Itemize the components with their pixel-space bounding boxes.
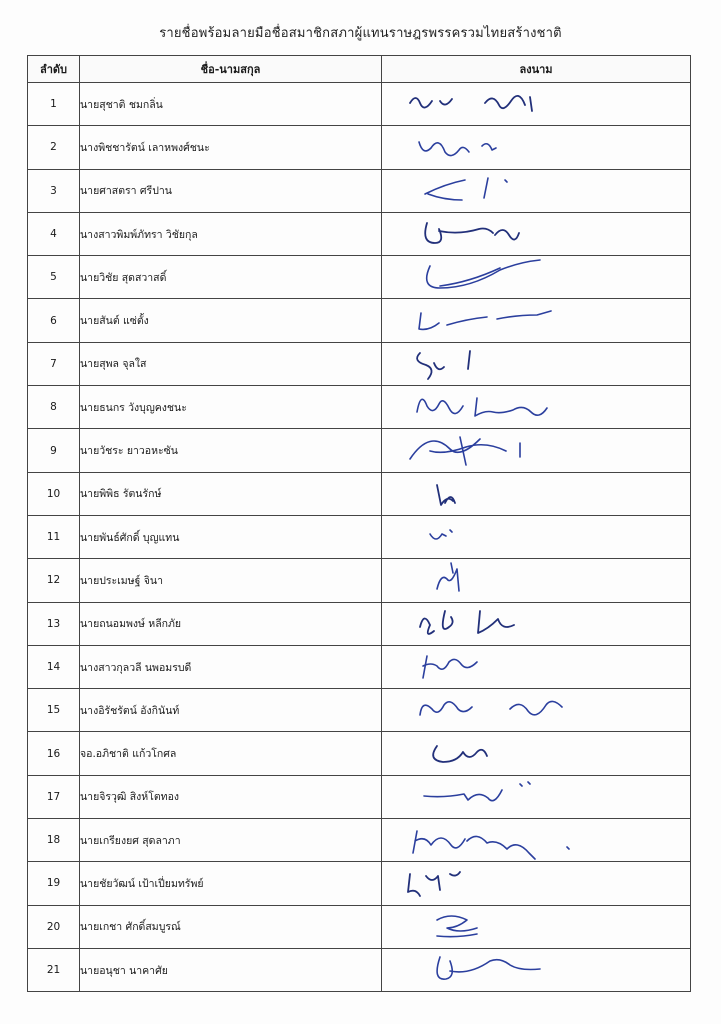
table-row — [28, 732, 691, 775]
row-number: 16 — [28, 732, 80, 775]
signature-cell — [382, 169, 691, 212]
header-no: ลำดับ — [28, 56, 80, 83]
member-name: นายสุพล จุลใส — [80, 342, 382, 385]
handwritten-signature — [382, 213, 691, 255]
table-row — [28, 559, 691, 602]
signature-cell — [382, 515, 691, 558]
row-number: 17 — [28, 775, 80, 818]
table-row — [28, 429, 691, 472]
signature-cell — [382, 645, 691, 688]
member-name: นางอิรัชรัตน์ อังกินันท์ — [80, 689, 382, 732]
signature-cell — [382, 905, 691, 948]
row-number: 8 — [28, 386, 80, 429]
member-name: นางพิชชารัตน์ เลาหพงศ์ชนะ — [80, 126, 382, 169]
member-name: นายประเมษฐ์ จินา — [80, 559, 382, 602]
table-row — [28, 645, 691, 688]
member-name: นางสาวพิมพ์ภัทรา วิชัยกุล — [80, 212, 382, 255]
handwritten-signature — [382, 299, 691, 341]
table-body — [28, 83, 691, 992]
table-row — [28, 472, 691, 515]
handwritten-signature — [382, 343, 691, 385]
signature-cell — [382, 83, 691, 126]
member-name: นายถนอมพงษ์ หลีกภัย — [80, 602, 382, 645]
signature-cell — [382, 212, 691, 255]
signature-cell — [382, 602, 691, 645]
row-number: 2 — [28, 126, 80, 169]
table-row — [28, 689, 691, 732]
member-name: นายธนกร วังบุญคงชนะ — [80, 386, 382, 429]
member-name: นายศาสตรา ศรีปาน — [80, 169, 382, 212]
handwritten-signature — [382, 603, 691, 645]
row-number: 5 — [28, 256, 80, 299]
table-row — [28, 819, 691, 862]
row-number: 11 — [28, 515, 80, 558]
member-name: นายวิชัย สุดสวาสดิ์ — [80, 256, 382, 299]
header-row — [28, 56, 691, 83]
handwritten-signature — [382, 862, 691, 904]
handwritten-signature — [382, 256, 691, 298]
row-number: 4 — [28, 212, 80, 255]
table-row — [28, 212, 691, 255]
handwritten-signature — [382, 386, 691, 428]
signature-cell — [382, 819, 691, 862]
handwritten-signature — [382, 429, 691, 471]
handwritten-signature — [382, 516, 691, 558]
handwritten-signature — [382, 689, 691, 731]
table-row — [28, 862, 691, 905]
handwritten-signature — [382, 170, 691, 212]
table-row — [28, 169, 691, 212]
handwritten-signature — [382, 83, 691, 125]
member-name: นายอนุชา นาคาศัย — [80, 948, 382, 991]
handwritten-signature — [382, 732, 691, 774]
table-row — [28, 948, 691, 991]
handwritten-signature — [382, 559, 691, 601]
member-name: นายพันธ์ศักดิ์ บุญแทน — [80, 515, 382, 558]
row-number: 21 — [28, 948, 80, 991]
table-row — [28, 386, 691, 429]
signature-cell — [382, 559, 691, 602]
member-name: นายวัชระ ยาวอหะซัน — [80, 429, 382, 472]
handwritten-signature — [382, 126, 691, 168]
row-number: 14 — [28, 645, 80, 688]
signature-cell — [382, 342, 691, 385]
table-row — [28, 256, 691, 299]
row-number: 3 — [28, 169, 80, 212]
row-number: 15 — [28, 689, 80, 732]
row-number: 19 — [28, 862, 80, 905]
row-number: 13 — [28, 602, 80, 645]
signature-table — [27, 55, 691, 992]
handwritten-signature — [382, 473, 691, 515]
row-number: 12 — [28, 559, 80, 602]
table-row — [28, 775, 691, 818]
table-row — [28, 602, 691, 645]
handwritten-signature — [382, 949, 691, 991]
header-name: ชื่อ-นามสกุล — [80, 56, 382, 83]
signature-cell — [382, 472, 691, 515]
signature-cell — [382, 948, 691, 991]
header-signature: ลงนาม — [382, 56, 691, 83]
signature-cell — [382, 299, 691, 342]
row-number: 10 — [28, 472, 80, 515]
member-name: นายสุชาติ ชมกลิ่น — [80, 83, 382, 126]
member-name: นายเกชา ศักดิ์สมบูรณ์ — [80, 905, 382, 948]
member-name: นายชัยวัฒน์ เป้าเปี่ยมทรัพย์ — [80, 862, 382, 905]
member-name: นายเกรียงยศ สุดลาภา — [80, 819, 382, 862]
signature-cell — [382, 429, 691, 472]
handwritten-signature — [382, 646, 691, 688]
handwritten-signature — [382, 906, 691, 948]
member-name: จอ.อภิชาติ แก้วโกศล — [80, 732, 382, 775]
row-number: 7 — [28, 342, 80, 385]
table-row — [28, 299, 691, 342]
table-row — [28, 905, 691, 948]
signature-cell — [382, 862, 691, 905]
handwritten-signature — [382, 819, 691, 861]
row-number: 1 — [28, 83, 80, 126]
member-name: นายจิรวุฒิ สิงห์โตทอง — [80, 775, 382, 818]
row-number: 20 — [28, 905, 80, 948]
handwritten-signature — [382, 776, 691, 818]
row-number: 6 — [28, 299, 80, 342]
signature-cell — [382, 256, 691, 299]
signature-cell — [382, 126, 691, 169]
table-row — [28, 126, 691, 169]
member-name: นายสันต์ แซ่ตั้ง — [80, 299, 382, 342]
member-name: นายพิพิธ รัตนรักษ์ — [80, 472, 382, 515]
document-title: รายชื่อพร้อมลายมือชื่อสมาชิกสภาผู้แทนราษฎรพรรครวมไทยสร้างชาติ — [159, 26, 562, 41]
signature-cell — [382, 386, 691, 429]
table-row — [28, 83, 691, 126]
table-row — [28, 515, 691, 558]
table-row — [28, 342, 691, 385]
row-number: 9 — [28, 429, 80, 472]
signature-cell — [382, 775, 691, 818]
member-name: นางสาวกุลวลี นพอมรบดี — [80, 645, 382, 688]
signature-cell — [382, 732, 691, 775]
signature-cell — [382, 689, 691, 732]
row-number: 18 — [28, 819, 80, 862]
